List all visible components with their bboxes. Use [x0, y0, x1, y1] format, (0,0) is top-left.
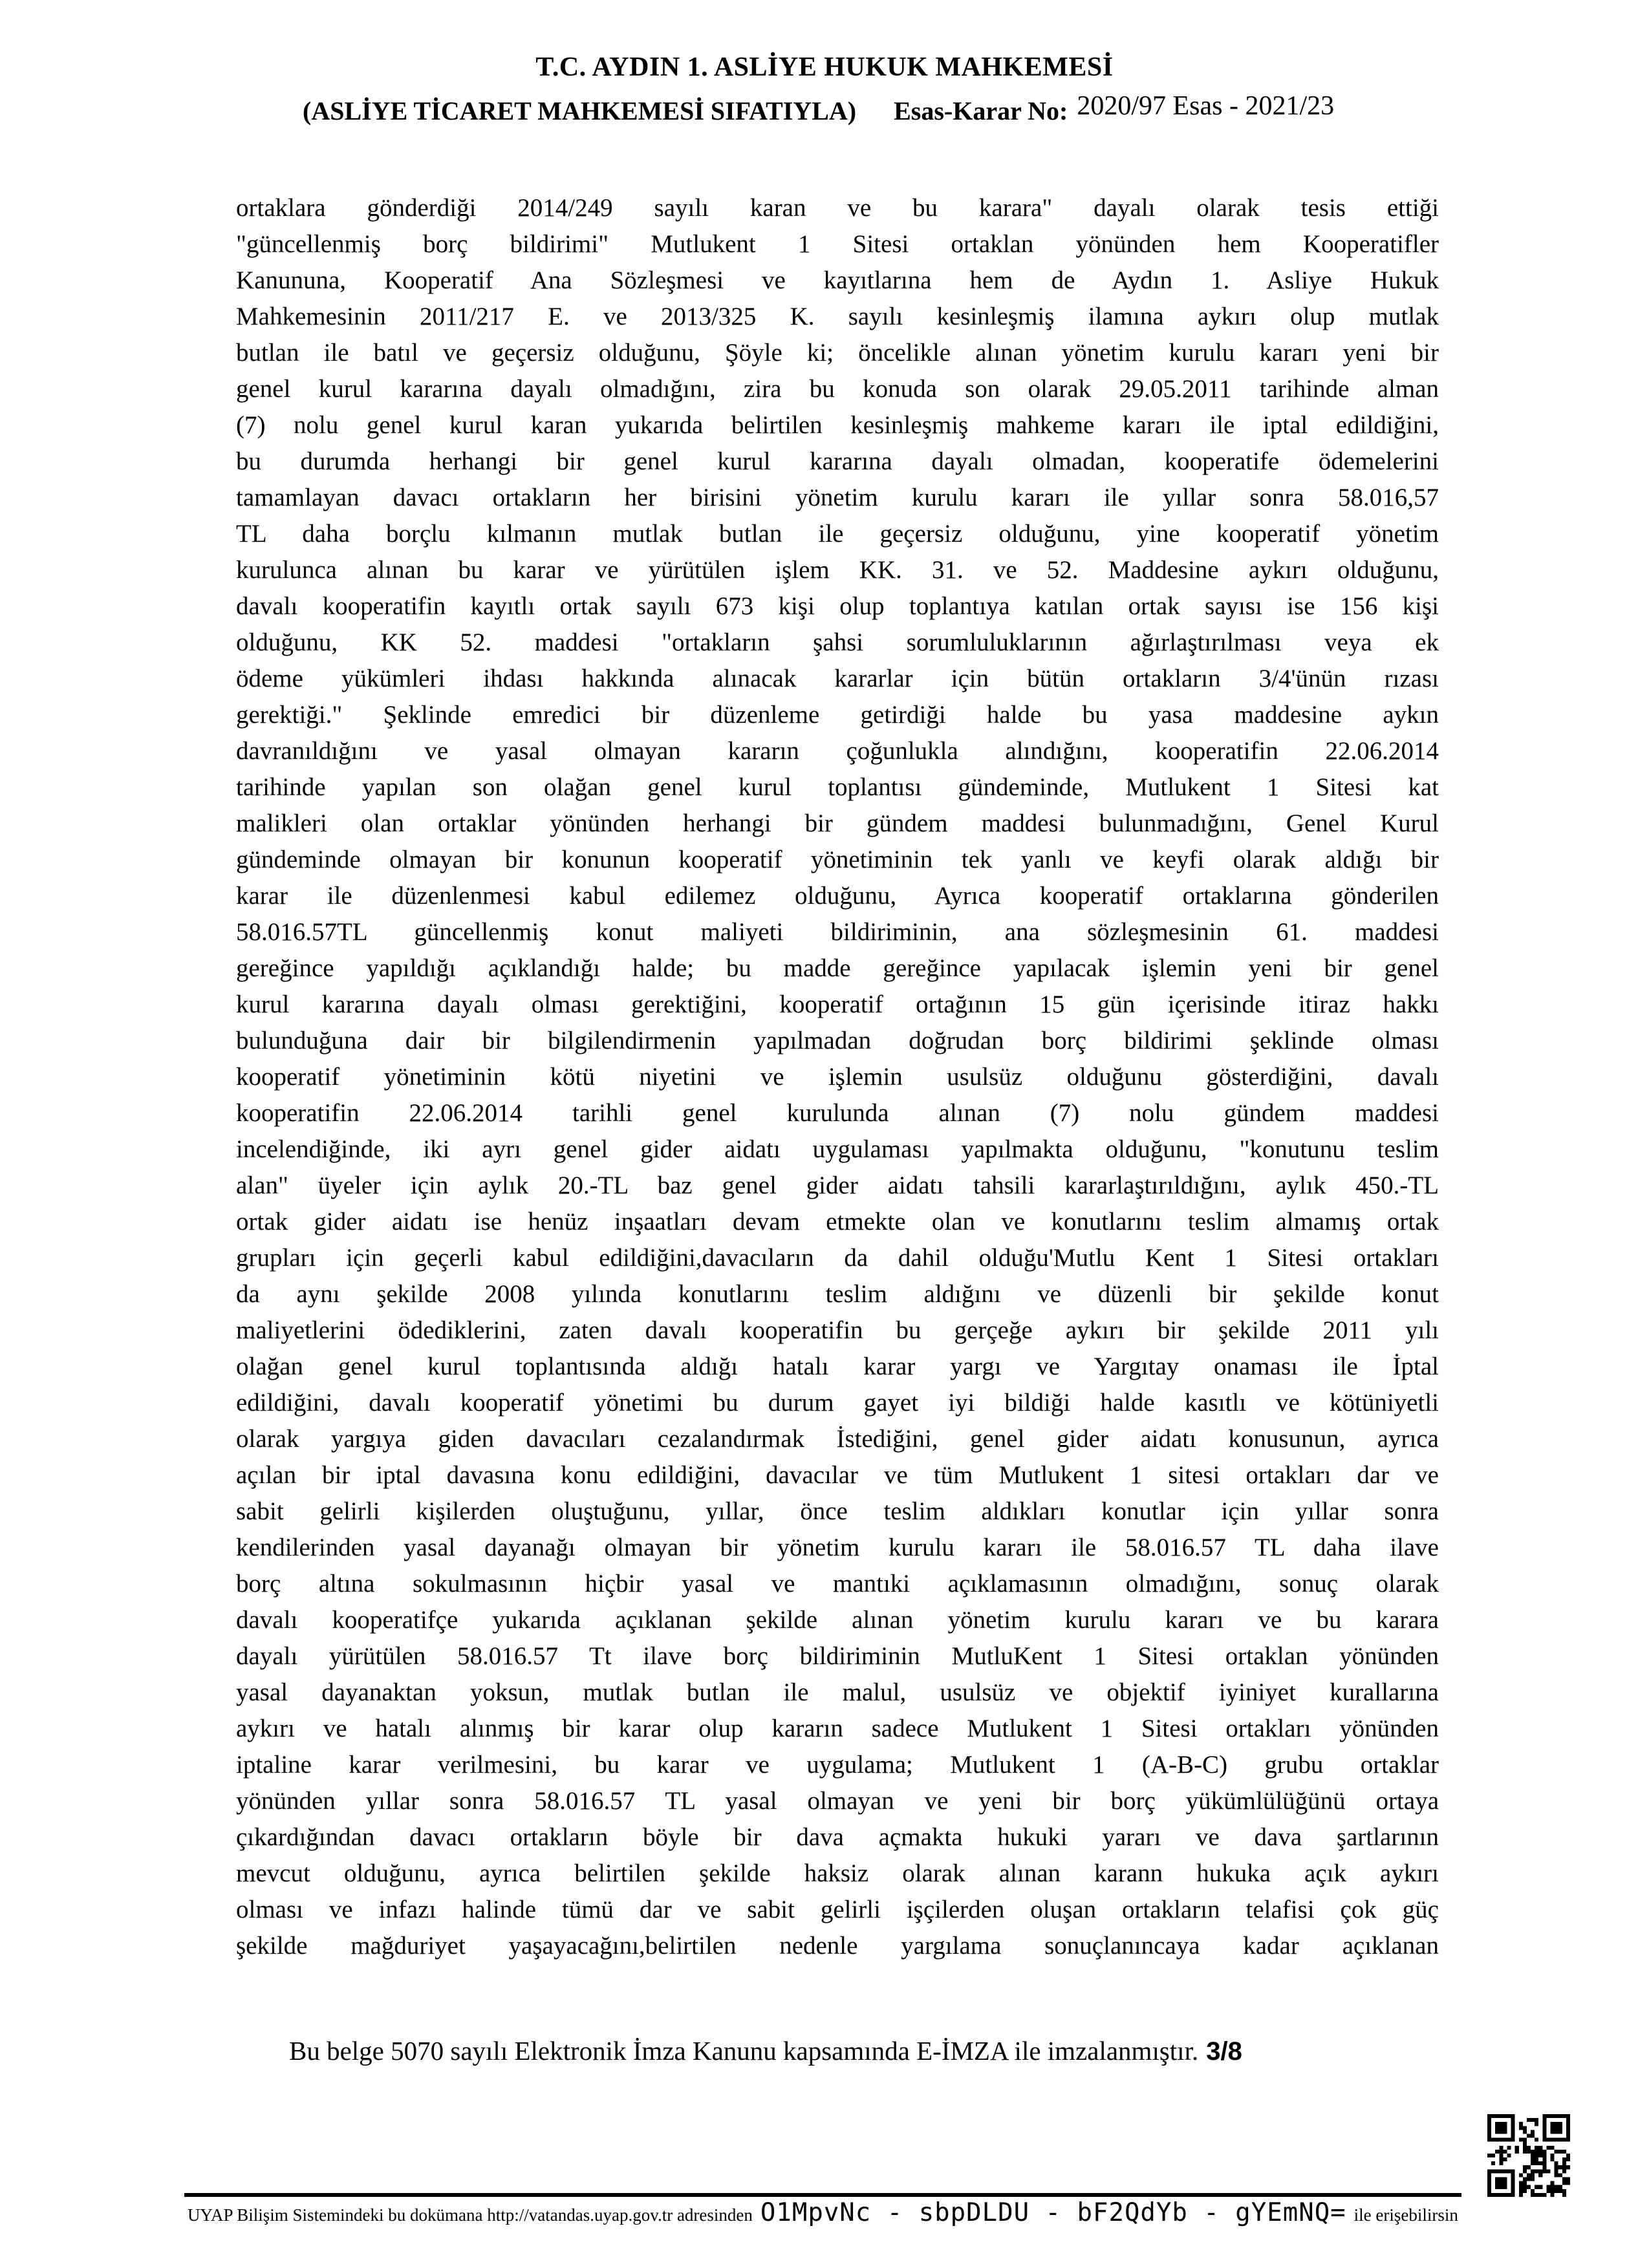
body-text-line: grupları için geçerli kabul edildiğini,davacıların da dahil olduğu'Mutlu Kent 1 Sitesi ortakları [236, 1244, 1439, 1272]
body-text-line: da aynı şekilde 2008 yılında konutlarını teslim aldığını ve düzenli bir şekilde konut [236, 1280, 1439, 1308]
body-text-line: bu durumda herhangi bir genel kurul kararına dayalı olmadan, kooperatife ödemelerini [236, 447, 1439, 475]
body-text-line: ödeme yükümleri ihdası hakkında alınacak kararlar için bütün ortakların 3/4'ünün rızası [236, 665, 1439, 692]
body-text-line: yasal dayanaktan yoksun, mutlak butlan ile malul, usulsüz ve objektif iyiniyet kurallarına [236, 1678, 1439, 1706]
body-text-line: gereğince yapıldığı açıklandığı halde; bu madde gereğince yapılacak işlemin yeni bir genel [236, 954, 1439, 982]
esign-notice: Bu belge 5070 sayılı Elektronik İmza Kanunu kapsamında E-İMZA ile imzalanmıştır. [289, 2036, 1199, 2066]
uyap-access-prefix: UYAP Bilişim Sistemindeki bu dokümana http://vatandas.uyap.gov.tr adresinden [188, 2205, 753, 2225]
case-number-label: Esas-Karar No: [894, 96, 1068, 125]
decision-body-text [236, 190, 1439, 1964]
court-capacity-label: (ASLİYE TİCARET MAHKEMESİ SIFATIYLA) [303, 96, 857, 125]
body-text-line: TL daha borçlu kılmanın mutlak butlan ile geçersiz olduğunu, yine kooperatif yönetim [236, 520, 1439, 548]
body-text-line: olması ve infazı halinde tümü dar ve sabit gelirli işçilerden oluşan ortakların telafisi çok güç [236, 1896, 1439, 1923]
body-text-line: kooperatifin 22.06.2014 tarihli genel kurulunda alınan (7) nolu gündem maddesi [236, 1099, 1439, 1127]
body-text-line: kendilerinden yasal dayanağı olmayan bir yönetim kurulu kararı ile 58.016.57 TL daha ilave [236, 1534, 1439, 1561]
body-text-line: maliyetlerini ödediklerini, zaten davalı kooperatifin bu gerçeğe aykırı bir şekilde 2011 yılı [236, 1316, 1439, 1344]
uyap-access-row [188, 2198, 1458, 2227]
body-text-line: gündeminde olmayan bir konunun kooperatif yönetiminin tek yanlı ve keyfi olarak aldığı bir [236, 846, 1439, 873]
body-text-line: olarak yargıya giden davacıları cezalandırmak İstediğini, genel gider aidatı konusunun, ayrıca [236, 1425, 1439, 1453]
body-text-line: ortak gider aidatı ise henüz inşaatları devam etmekte olan ve konutlarını teslim almamış ortak [236, 1208, 1439, 1236]
body-text-line: borç altına sokulmasının hiçbir yasal ve mantıki açıklamasının olmadığını, sonuç olarak [236, 1570, 1439, 1598]
body-text-line: gerektiği." Şeklinde emredici bir düzenleme getirdiği halde bu yasa maddesine aykın [236, 701, 1439, 729]
body-text-line: şekilde mağduriyet yaşayacağını,belirtilen nedenle yargılama sonuçlanıncaya kadar açıklanan [236, 1932, 1439, 1960]
body-text-line: bulunduğuna dair bir bilgilendirmenin yapılmadan doğrudan borç bildirimi şeklinde olması [236, 1027, 1439, 1054]
uyap-access-code: O1MpvNc - sbpDLDU - bF2QdYb - gYEmNQ= [760, 2198, 1346, 2227]
esign-notice-row [289, 2035, 1242, 2066]
body-text-line: davalı kooperatifin kayıtlı ortak sayılı 673 kişi olup toplantıya katılan ortak sayısı ise 156 kişi [236, 592, 1439, 620]
case-number-value: 2020/97 Esas - 2021/23 [1077, 91, 1335, 121]
body-text-line: Mahkemesinin 2011/217 E. ve 2013/325 K. sayılı kesinleşmiş ilamına aykırı olup mutlak [236, 303, 1439, 330]
body-text-line: ortaklara gönderdiği 2014/249 sayılı karan ve bu karara" dayalı olarak tesis ettiği [236, 194, 1439, 222]
body-text-line: sabit gelirli kişilerden oluştuğunu, yıllar, önce teslim aldıkları konutlar için yıllar sonra [236, 1497, 1439, 1525]
body-text-line: kurulunca alınan bu karar ve yürütülen işlem KK. 31. ve 52. Maddesine aykırı olduğunu, [236, 556, 1439, 584]
body-text-line: Kanununa, Kooperatif Ana Sözleşmesi ve kayıtlarına hem de Aydın 1. Asliye Hukuk [236, 266, 1439, 294]
body-text-line: butlan ile batıl ve geçersiz olduğunu, Şöyle ki; öncelikle alınan yönetim kurulu kararı yeni bir [236, 339, 1439, 367]
body-text-line: davalı kooperatifçe yukarıda açıklanan şekilde alınan yönetim kurulu kararı ve bu karara [236, 1606, 1439, 1634]
body-text-line: dayalı yürütülen 58.016.57 Tt ilave borç bildiriminin MutluKent 1 Sitesi ortaklan yönünden [236, 1642, 1439, 1670]
qr-code-icon [1487, 2114, 1570, 2197]
body-text-line: tarihinde yapılan son olağan genel kurul toplantısı gündeminde, Mutlukent 1 Sitesi kat [236, 773, 1439, 801]
body-text-line: açılan bir iptal davasına konu edildiğini, davacılar ve tüm Mutlukent 1 sitesi ortakları dar ve [236, 1461, 1439, 1489]
body-text-line: kurul kararına dayalı olması gerektiğini, kooperatif ortağının 15 gün içerisinde itiraz hakkı [236, 990, 1439, 1018]
body-text-line: mevcut olduğunu, ayrıca belirtilen şekilde haksiz olarak alınan karann hukuka açık aykırı [236, 1859, 1439, 1887]
body-text-line: olağan genel kurul toplantısında aldığı hatalı karar yargı ve Yargıtay onaması ile İptal [236, 1353, 1439, 1380]
body-text-line: genel kurul kararına dayalı olmadığını, zira bu konuda son olarak 29.05.2011 tarihinde alman [236, 375, 1439, 403]
body-text-line: aykırı ve hatalı alınmış bir karar olup kararın sadece Mutlukent 1 Sitesi ortakları yönünden [236, 1715, 1439, 1742]
footer-divider [184, 2193, 1461, 2197]
body-text-line: "güncellenmiş borç bildirimi" Mutlukent 1 Sitesi ortaklan yönünden hem Kooperatifler [236, 230, 1439, 258]
body-text-line: iptaline karar verilmesini, bu karar ve uygulama; Mutlukent 1 (A-B-C) grubu ortaklar [236, 1751, 1439, 1779]
body-text-line: davranıldığını ve yasal olmayan kararın çoğunlukla alındığını, kooperatifin 22.06.2014 [236, 737, 1439, 765]
body-text-line: alan" üyeler için aylık 20.-TL baz genel gider aidatı tahsili kararlaştırıldığını, aylık 450.-TL [236, 1171, 1439, 1199]
body-text-line: tamamlayan davacı ortakların her birisini yönetim kurulu kararı ile yıllar sonra 58.016,57 [236, 484, 1439, 511]
body-text-line: yönünden yıllar sonra 58.016.57 TL yasal olmayan ve yeni bir borç yükümlülüğünü ortaya [236, 1787, 1439, 1815]
header-subtitle-row [303, 91, 1335, 127]
body-text-line: kooperatif yönetiminin kötü niyetini ve işlemin usulsüz olduğunu gösterdiğini, davalı [236, 1063, 1439, 1091]
body-text-line: 58.016.57TL güncellenmiş konut maliyeti bildiriminin, ana sözleşmesinin 61. maddesi [236, 918, 1439, 946]
body-text-line: olduğunu, KK 52. maddesi "ortakların şahsi sorumluluklarının ağırlaştırılması veya ek [236, 628, 1439, 656]
body-text-line: (7) nolu genel kurul karan yukarıda belirtilen kesinleşmiş mahkeme kararı ile iptal edildiğini, [236, 411, 1439, 439]
body-text-line: edildiğini, davalı kooperatif yönetimi bu durum gayet iyi bildiği halde kasıtlı ve kötüniyetli [236, 1389, 1439, 1417]
body-text-line: malikleri olan ortaklar yönünden herhangi bir gündem maddesi bulunmadığını, Genel Kurul [236, 809, 1439, 837]
page-number: 3/8 [1206, 2037, 1242, 2066]
body-text-line: incelendiğinde, iki ayrı genel gider aidatı uygulaması yapılmakta olduğunu, "konutunu teslim [236, 1135, 1439, 1163]
uyap-access-suffix: ile erişebilirsin [1353, 2205, 1458, 2225]
body-text-line: çıkardığından davacı ortakların böyle bir dava açmakta hukuki yararı ve dava şartlarının [236, 1823, 1439, 1851]
page-title: T.C. AYDIN 1. ASLİYE HUKUK MAHKEMESİ [535, 52, 1114, 82]
body-text-line: karar ile düzenlenmesi kabul edilemez olduğunu, Ayrıca kooperatif ortaklarına gönderilen [236, 882, 1439, 910]
